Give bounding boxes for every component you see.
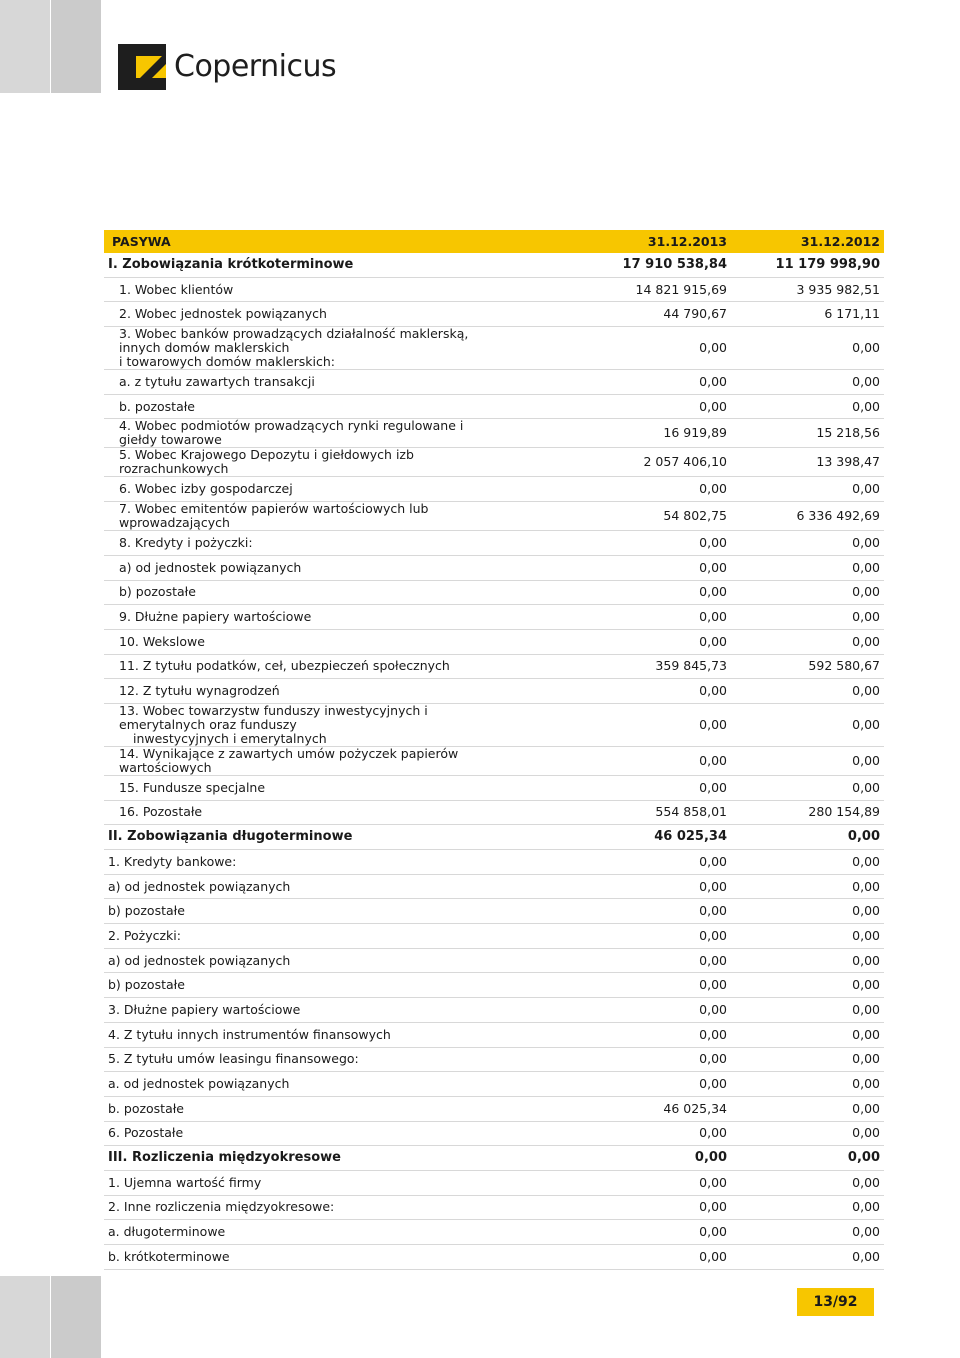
value-2013: 0,00 [483, 1195, 731, 1220]
section-row [104, 825, 884, 850]
value-2012: 6 171,11 [731, 302, 884, 327]
value-2013: 554 858,01 [483, 800, 731, 825]
value-2013: 0,00 [483, 1245, 731, 1270]
row-label: 8. Kredyty i pożyczki: [104, 531, 483, 556]
row-label: I. Zobowiązania krótkoterminowe [104, 253, 483, 277]
row-label: 2. Wobec jednostek powiązanych [104, 302, 483, 327]
value-2013: 359 845,73 [483, 654, 731, 679]
value-2012: 0,00 [731, 327, 884, 370]
table-row [104, 448, 884, 477]
value-2013: 0,00 [483, 1146, 731, 1171]
table-row [104, 555, 884, 580]
table-row [104, 277, 884, 302]
value-2012: 592 580,67 [731, 654, 884, 679]
table-row [104, 874, 884, 899]
row-label: a. z tytułu zawartych transakcji [104, 370, 483, 395]
value-2013: 0,00 [483, 555, 731, 580]
logo-text: Copernicus [174, 49, 337, 84]
table-row [104, 1072, 884, 1097]
row-label-line1: 13. Wobec towarzystw funduszy inwestycyjnych i emerytalnych oraz funduszy [119, 702, 428, 732]
value-2013: 0,00 [483, 948, 731, 973]
value-2012: 0,00 [731, 775, 884, 800]
row-label: b. pozostałe [104, 394, 483, 419]
row-label: a) od jednostek powiązanych [104, 874, 483, 899]
value-2013: 0,00 [483, 1220, 731, 1245]
row-label: b. krótkoterminowe [104, 1245, 483, 1270]
row-label: 1. Wobec klientów [104, 277, 483, 302]
value-2013: 0,00 [483, 775, 731, 800]
value-2013: 0,00 [483, 746, 731, 775]
value-2013: 0,00 [483, 998, 731, 1023]
value-2013: 0,00 [483, 1047, 731, 1072]
table-row [104, 850, 884, 875]
value-2012: 0,00 [731, 394, 884, 419]
value-2012: 0,00 [731, 555, 884, 580]
value-2012: 0,00 [731, 1220, 884, 1245]
value-2013: 0,00 [483, 370, 731, 395]
table-row [104, 1121, 884, 1146]
row-label: b) pozostałe [104, 580, 483, 605]
row-label: 10. Wekslowe [104, 629, 483, 654]
table-row [104, 948, 884, 973]
value-2012: 0,00 [731, 679, 884, 704]
table-row [104, 1022, 884, 1047]
value-2012: 0,00 [731, 580, 884, 605]
row-label: b. pozostałe [104, 1096, 483, 1121]
value-2013: 0,00 [483, 1022, 731, 1047]
row-label [104, 327, 483, 370]
value-2013: 0,00 [483, 477, 731, 502]
value-2012: 0,00 [731, 1121, 884, 1146]
table-header-row [104, 230, 884, 253]
value-2012: 0,00 [731, 746, 884, 775]
row-label: 4. Z tytułu innych instrumentów finansowych [104, 1022, 483, 1047]
row-label: a) od jednostek powiązanych [104, 948, 483, 973]
table-row [104, 629, 884, 654]
value-2012: 0,00 [731, 924, 884, 949]
decorative-bottom-bars [0, 1276, 102, 1358]
table-row [104, 605, 884, 630]
value-2012: 0,00 [731, 370, 884, 395]
table-row [104, 502, 884, 531]
row-label: 14. Wynikające z zawartych umów pożyczek papierów wartościowych [104, 746, 483, 775]
table-row [104, 1245, 884, 1270]
value-2013: 0,00 [483, 605, 731, 630]
row-label: 5. Wobec Krajowego Depozytu i giełdowych izb rozrachunkowych [104, 448, 483, 477]
table-row [104, 924, 884, 949]
value-2012: 0,00 [731, 1072, 884, 1097]
value-2012: 0,00 [731, 531, 884, 556]
value-2012: 0,00 [731, 1195, 884, 1220]
table-row [104, 703, 884, 746]
table-row [104, 1096, 884, 1121]
value-2013: 0,00 [483, 874, 731, 899]
table-row [104, 998, 884, 1023]
value-2013: 0,00 [483, 394, 731, 419]
value-2013: 44 790,67 [483, 302, 731, 327]
section-row [104, 253, 884, 277]
table-row [104, 973, 884, 998]
value-2012: 0,00 [731, 874, 884, 899]
value-2012: 0,00 [731, 1146, 884, 1171]
column-header-2013: 31.12.2013 [483, 230, 731, 253]
row-label-line2: i towarowych domów maklerskich: [119, 354, 335, 370]
value-2013: 0,00 [483, 973, 731, 998]
value-2012: 0,00 [731, 477, 884, 502]
table-row [104, 1220, 884, 1245]
value-2012: 0,00 [731, 1245, 884, 1270]
value-2013: 0,00 [483, 924, 731, 949]
value-2012: 0,00 [731, 850, 884, 875]
row-label: 4. Wobec podmiotów prowadzących rynki regulowane i giełdy towarowe [104, 419, 483, 448]
row-label-line2: inwestycyjnych i emerytalnych [133, 730, 327, 746]
value-2012: 3 935 982,51 [731, 277, 884, 302]
row-label: 6. Wobec izby gospodarczej [104, 477, 483, 502]
table-row [104, 1195, 884, 1220]
value-2013: 0,00 [483, 580, 731, 605]
table-row [104, 1170, 884, 1195]
value-2013: 54 802,75 [483, 502, 731, 531]
value-2013: 16 919,89 [483, 419, 731, 448]
row-label: 15. Fundusze specjalne [104, 775, 483, 800]
value-2013: 0,00 [483, 1121, 731, 1146]
row-label: a. od jednostek powiązanych [104, 1072, 483, 1097]
value-2013: 0,00 [483, 850, 731, 875]
table-row [104, 775, 884, 800]
value-2013: 0,00 [483, 1072, 731, 1097]
value-2012: 0,00 [731, 973, 884, 998]
row-label: b) pozostałe [104, 899, 483, 924]
row-label: 12. Z tytułu wynagrodzeń [104, 679, 483, 704]
row-label [104, 703, 483, 746]
value-2012: 0,00 [731, 605, 884, 630]
value-2012: 0,00 [731, 1047, 884, 1072]
value-2012: 0,00 [731, 629, 884, 654]
value-2013: 14 821 915,69 [483, 277, 731, 302]
row-label: b) pozostałe [104, 973, 483, 998]
column-header-2012: 31.12.2012 [731, 230, 884, 253]
row-label: 2. Pożyczki: [104, 924, 483, 949]
table-row [104, 746, 884, 775]
value-2012: 0,00 [731, 1170, 884, 1195]
value-2013: 0,00 [483, 899, 731, 924]
row-label: 1. Kredyty bankowe: [104, 850, 483, 875]
row-label: 7. Wobec emitentów papierów wartościowych lub wprowadzających [104, 502, 483, 531]
value-2012: 0,00 [731, 1022, 884, 1047]
row-label: 16. Pozostałe [104, 800, 483, 825]
table-row [104, 1047, 884, 1072]
value-2012: 15 218,56 [731, 419, 884, 448]
value-2013: 46 025,34 [483, 825, 731, 850]
table-row [104, 394, 884, 419]
table-row [104, 327, 884, 370]
table-row [104, 370, 884, 395]
row-label: 11. Z tytułu podatków, ceł, ubezpieczeń społecznych [104, 654, 483, 679]
row-label: 3. Dłużne papiery wartościowe [104, 998, 483, 1023]
row-label: 5. Z tytułu umów leasingu finansowego: [104, 1047, 483, 1072]
row-label: 1. Ujemna wartość firmy [104, 1170, 483, 1195]
table-title: PASYWA [104, 230, 483, 253]
value-2013: 0,00 [483, 1170, 731, 1195]
row-label: a. długoterminowe [104, 1220, 483, 1245]
value-2013: 0,00 [483, 327, 731, 370]
table-row [104, 580, 884, 605]
value-2012: 0,00 [731, 825, 884, 850]
table-row [104, 679, 884, 704]
table-row [104, 302, 884, 327]
value-2012: 0,00 [731, 703, 884, 746]
row-label: III. Rozliczenia międzyokresowe [104, 1146, 483, 1171]
value-2013: 0,00 [483, 679, 731, 704]
value-2012: 6 336 492,69 [731, 502, 884, 531]
value-2013: 0,00 [483, 629, 731, 654]
table-row [104, 800, 884, 825]
value-2013: 2 057 406,10 [483, 448, 731, 477]
value-2012: 280 154,89 [731, 800, 884, 825]
liabilities-table [104, 230, 884, 1270]
row-label: 2. Inne rozliczenia międzyokresowe: [104, 1195, 483, 1220]
decorative-top-bars [0, 0, 102, 93]
row-label: 6. Pozostałe [104, 1121, 483, 1146]
company-logo [118, 44, 336, 90]
value-2012: 0,00 [731, 948, 884, 973]
row-label: a) od jednostek powiązanych [104, 555, 483, 580]
value-2012: 0,00 [731, 899, 884, 924]
value-2013: 46 025,34 [483, 1096, 731, 1121]
value-2012: 0,00 [731, 998, 884, 1023]
table-row [104, 419, 884, 448]
table-row [104, 531, 884, 556]
page-number: 13/92 [797, 1288, 874, 1316]
row-label: 9. Dłużne papiery wartościowe [104, 605, 483, 630]
row-label-line1: 3. Wobec banków prowadzących działalność maklerską, innych domów maklerskich [119, 326, 469, 356]
value-2013: 17 910 538,84 [483, 253, 731, 277]
value-2013: 0,00 [483, 703, 731, 746]
value-2012: 11 179 998,90 [731, 253, 884, 277]
table-row [104, 477, 884, 502]
section-row [104, 1146, 884, 1171]
table-row [104, 899, 884, 924]
value-2013: 0,00 [483, 531, 731, 556]
table-row [104, 654, 884, 679]
logo-mark-icon [118, 44, 166, 90]
row-label: II. Zobowiązania długoterminowe [104, 825, 483, 850]
value-2012: 0,00 [731, 1096, 884, 1121]
value-2012: 13 398,47 [731, 448, 884, 477]
